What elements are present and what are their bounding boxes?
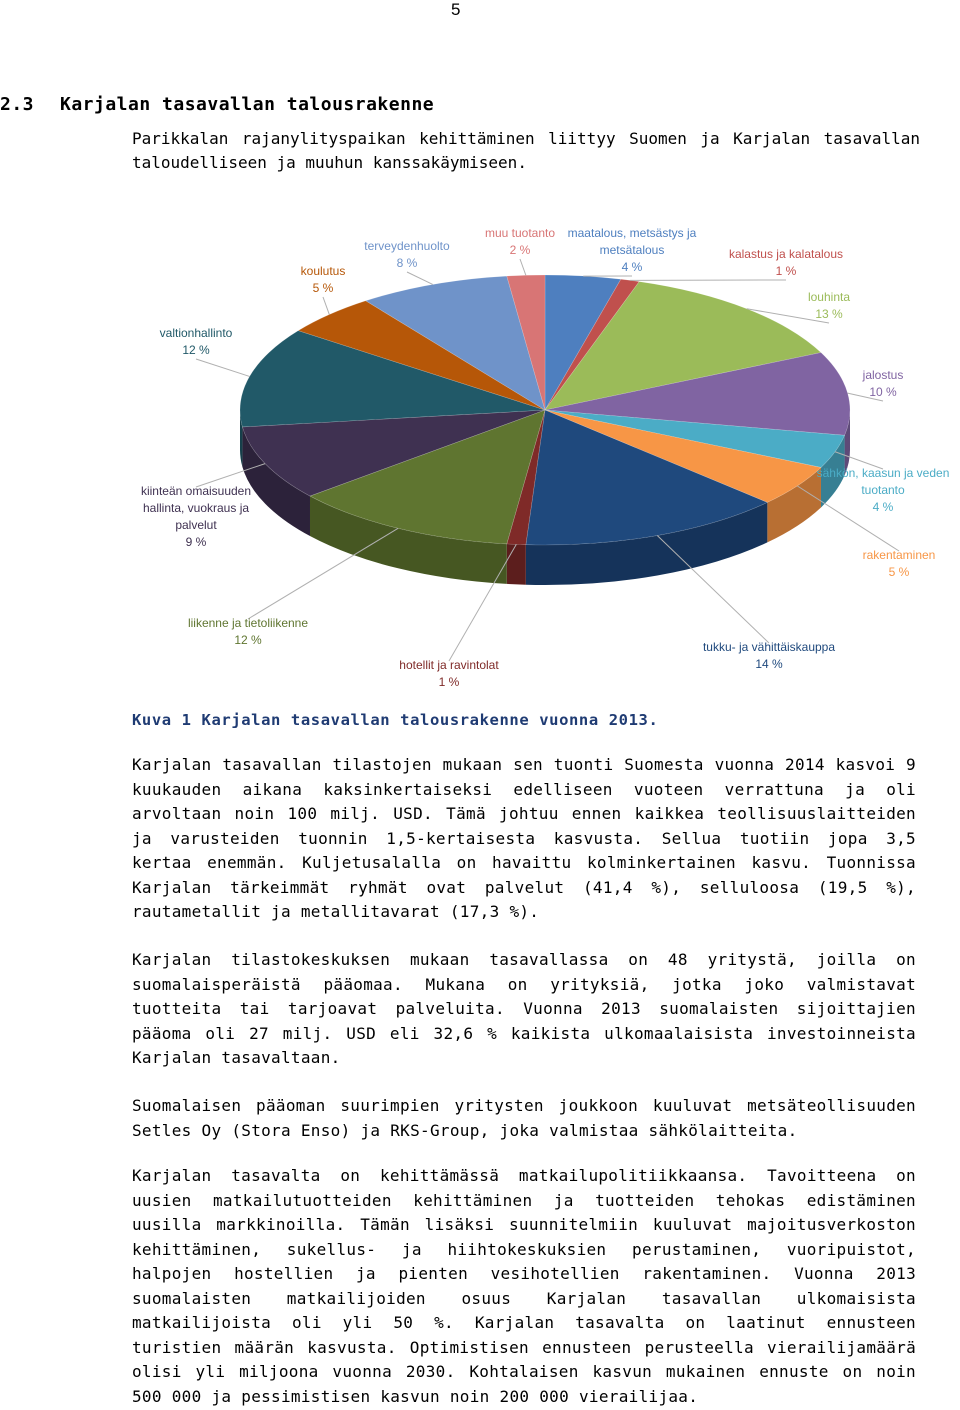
section-title: Karjalan tasavallan talousrakenne xyxy=(60,94,435,115)
pie-slice-side-7 xyxy=(507,544,526,585)
pie-chart-svg xyxy=(0,215,960,705)
paragraph-2: Karjalan tilastokeskuksen mukaan tasavallassa on 48 yritystä, joilla on suomalaisperäistä pääomaa. Mukana on yrityksiä, jotka joko valmistavat tuotteita tai tarjoavat palveluita. Vuonna 2013 suomalaisten sijoittajien pääoma oli 27 milj. USD eli 32,6 % kaikista ulkomaalaisista investoinneista Karjalan tasavaltaan. xyxy=(132,950,916,1067)
pie-label-5: rakentaminen 5 % xyxy=(862,548,936,579)
figure-caption: Kuva 1 Karjalan tasavallan talousrakenne vuonna 2013. xyxy=(132,711,659,729)
pie-label-7: hotellit ja ravintolat 1 % xyxy=(399,658,499,689)
page-number: 5 xyxy=(451,0,461,19)
pie-leader-line-13 xyxy=(520,259,526,275)
pie-leader-line-12 xyxy=(407,272,433,284)
pie-label-6: tukku- ja vähittäiskauppa 14 % xyxy=(702,640,836,671)
paragraph-1: Karjalan tasavallan tilastojen mukaan sen tuonti Suomesta vuonna 2014 kasvoi 9 kuukauden aikana kaksinkertaiseksi edelliseen vuoteen verrattuna ja oli arvoltaan noin 100 milj. USD. Tämä johtuu ennen kaikkea teollisuuslaitteiden ja varusteiden tuonnin 1,5-kertaisesta kasvusta. Sellua tuotiin jopa 3,5 kertaa enemmän. Kuljetusalalla on havaittu kolminkertainen kasvu. Tuonnissa Karjalan tärkeimmät ryhmät ovat palvelut (41,4 %), selluloosa (19,5 %), rautametallit ja metallitavarat (17,3 %). xyxy=(132,755,916,921)
pie-label-0: maatalous, metsästys ja metsätalous 4 % xyxy=(567,226,697,274)
section-heading xyxy=(0,94,434,115)
pie-label-9: kiinteän omaisuuden hallinta, vuokraus ja palvelut 9 % xyxy=(140,484,252,549)
paragraph-4: Karjalan tasavalta on kehittämässä matkailupolitiikkaansa. Tavoitteena on uusien matkailutuotteiden kehittäminen ja tuotteiden tehokas edistäminen uusilla markkinoilla. Tämän lisäksi suunnitelmiin kuuluvat majoitusverkoston kehittäminen, sukellus- ja hiihtokeskuksien perustaminen, vuoripuistot, halpojen hostellien ja pienten vesihotellien rakentaminen. Vuonna 2013 suomalaisten matkailijoiden osuus Karjalan tasavallan ulkomaisista matkailijoista oli yli 50 %. Karjalan tasavalta on laatinut ennusteen turistien määrän kasvusta. Optimistisen ennusteen perusteella vierailijamäärä olisi yli miljoona vuonna 2030. Kohtalaisen kasvun mukainen ennuste on noin 500 000 ja pessimistisen kasvun noin 200 000 vierailijaa. xyxy=(132,1166,916,1406)
pie-label-12: terveydenhuolto 8 % xyxy=(364,239,450,270)
pie-label-2: louhinta 13 % xyxy=(807,290,851,321)
intro-paragraph: Parikkalan rajanylityspaikan kehittäminen liittyy Suomen ja Karjalan tasavallan taloudelliseen ja muuhun kanssakäymiseen. xyxy=(132,129,920,172)
paragraph-3: Suomalaisen pääoman suurimpien yritysten joukkoon kuuluvat metsäteollisuuden Setles Oy (Stora Enso) ja RKS-Group, joka valmistaa sähkölaitteita. xyxy=(132,1096,916,1140)
pie-chart xyxy=(0,215,960,705)
pie-label-8: liikenne ja tietoliikenne 12 % xyxy=(187,616,309,647)
pie-leader-line-11 xyxy=(323,297,329,315)
pie-label-3: jalostus 10 % xyxy=(862,368,904,399)
pie-label-1: kalastus ja kalatalous 1 % xyxy=(728,247,844,278)
section-number: 2.3 xyxy=(0,94,35,115)
pie-label-4: sähkön, kaasun ja veden tuotanto 4 % xyxy=(816,466,950,514)
pie-label-11: koulutus 5 % xyxy=(300,264,346,295)
pie-leader-line-10 xyxy=(196,359,250,376)
pie-label-13: muu tuotanto 2 % xyxy=(484,226,556,257)
pie-label-10: valtionhallinto 12 % xyxy=(159,326,233,357)
